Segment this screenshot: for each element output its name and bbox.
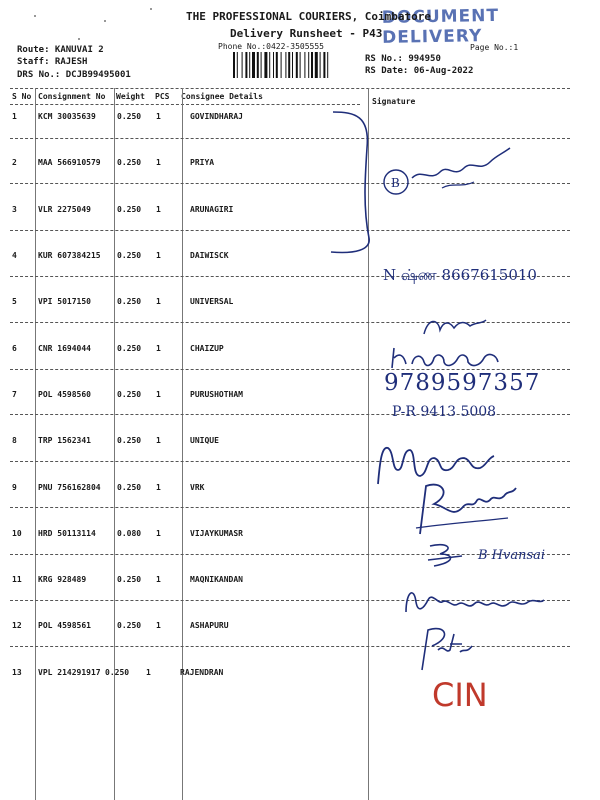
cell-weight: 0.250 xyxy=(117,436,142,445)
barcode-bar xyxy=(264,52,267,78)
cell-consignee: GOVINDHARAJ xyxy=(190,112,243,121)
barcode-bar xyxy=(249,52,250,78)
signature-row10-mark xyxy=(426,540,466,570)
handwritten-note-row7: P-R 9413 5008 xyxy=(392,404,497,420)
cell-consignee: RAJENDRAN xyxy=(180,668,224,677)
runsheet-title: Delivery Runsheet - P43 xyxy=(230,27,383,40)
cell-sno: 13 xyxy=(12,668,22,677)
column-divider xyxy=(182,88,183,800)
cell-consignee: CHAIZUP xyxy=(190,344,224,353)
cell-consignee: UNIVERSAL xyxy=(190,297,234,306)
cell-weight: 0.250 xyxy=(117,297,142,306)
cell-consignee: UNIQUE xyxy=(190,436,219,445)
cell-sno: 9 xyxy=(12,483,17,492)
cell-pcs: 1 xyxy=(156,205,161,214)
cell-weight: 0.080 xyxy=(117,529,142,538)
barcode-bar xyxy=(308,52,309,78)
barcode-bar xyxy=(242,52,243,78)
barcode-bar xyxy=(327,52,328,78)
cell-pcs: 1 xyxy=(156,251,161,260)
staff-label: Staff: RAJESH xyxy=(17,57,88,67)
cell-consignment: POL 4598561 xyxy=(38,621,91,630)
cell-consignee: VRK xyxy=(190,483,205,492)
cell-weight: 0.250 xyxy=(117,483,142,492)
cell-sno: 1 xyxy=(12,112,17,121)
barcode-bar xyxy=(285,52,286,78)
handwritten-name-row10: B Hvansai xyxy=(478,548,546,563)
row-divider xyxy=(10,230,570,231)
cell-pcs: 1 xyxy=(156,390,161,399)
barcode-bar xyxy=(269,52,270,78)
barcode-bar xyxy=(281,52,282,78)
barcode-bar xyxy=(320,52,321,78)
cell-weight: 0.250 xyxy=(105,668,130,677)
cell-weight: 0.250 xyxy=(117,205,142,214)
barcode-bar xyxy=(311,52,313,78)
barcode-bar xyxy=(237,52,238,78)
cell-consignment: KUR 607384215 xyxy=(38,251,101,260)
cell-consignee: PURUSHOTHAM xyxy=(190,390,243,399)
scan-speck xyxy=(34,15,36,17)
barcode-bar xyxy=(296,52,298,78)
route-label: Route: KANUVAI 2 xyxy=(17,45,104,55)
scan-speck xyxy=(150,8,152,10)
cell-weight: 0.250 xyxy=(117,344,142,353)
cell-consignee: PRIYA xyxy=(190,158,215,167)
barcode-bar xyxy=(261,52,262,78)
cell-pcs: 1 xyxy=(156,436,161,445)
cell-consignee: DAIWISCK xyxy=(190,251,229,260)
svg-text:B: B xyxy=(391,176,400,190)
cell-sno: 11 xyxy=(12,575,22,584)
cell-sno: 6 xyxy=(12,344,17,353)
barcode-bar xyxy=(257,52,259,78)
cell-consignment: PNU 756162804 xyxy=(38,483,101,492)
signature-row9 xyxy=(412,478,522,538)
barcode-bar xyxy=(233,52,235,78)
cell-sno: 3 xyxy=(12,205,17,214)
cell-sno: 10 xyxy=(12,529,22,538)
cell-weight: 0.250 xyxy=(117,158,142,167)
handwritten-phone-row6: 9789597357 xyxy=(384,370,541,396)
cell-consignment: KCM 30035639 xyxy=(38,112,96,121)
column-divider xyxy=(35,88,36,800)
cell-sno: 5 xyxy=(12,297,17,306)
cell-pcs: 1 xyxy=(146,668,151,677)
rs-date: RS Date: 06-Aug-2022 xyxy=(365,66,474,76)
page-number: Page No.:1 xyxy=(470,43,519,52)
cell-weight: 0.250 xyxy=(117,390,142,399)
cell-pcs: 1 xyxy=(156,158,161,167)
cell-weight: 0.250 xyxy=(117,251,142,260)
cell-pcs: 1 xyxy=(156,344,161,353)
barcode-bar xyxy=(304,52,305,78)
scan-speck xyxy=(104,20,106,22)
signature-row5 xyxy=(420,312,490,342)
cell-sno: 12 xyxy=(12,621,22,630)
cell-pcs: 1 xyxy=(156,575,161,584)
signature-row11 xyxy=(400,582,550,622)
column-header-consignee: Consignee Details xyxy=(181,92,263,101)
cell-consignee: ASHAPURU xyxy=(190,621,229,630)
barcode-bar xyxy=(300,52,301,78)
barcode-bar xyxy=(288,52,290,78)
cell-consignee: MAQNIKANDAN xyxy=(190,575,243,584)
cell-consignee: VIJAYKUMASR xyxy=(190,529,243,538)
barcode-bar xyxy=(245,52,247,78)
signature-row6 xyxy=(388,344,528,372)
cell-sno: 4 xyxy=(12,251,17,260)
company-phone: Phone No.:0422-3505555 xyxy=(218,42,324,51)
scan-speck xyxy=(78,38,80,40)
document-delivery-stamp: DOCUMENT DELIVERY xyxy=(381,5,500,48)
signature-row2 xyxy=(382,138,522,208)
column-header-signature: Signature xyxy=(372,97,416,106)
barcode-bar xyxy=(315,52,318,78)
bracket-mark xyxy=(325,108,375,258)
barcode-bar xyxy=(252,52,255,78)
cell-consignment: TRP 1562341 xyxy=(38,436,91,445)
company-name: THE PROFESSIONAL COURIERS, Coimbatore xyxy=(186,10,432,23)
cell-consignment: VLR 2275049 xyxy=(38,205,91,214)
cell-consignment: POL 4598560 xyxy=(38,390,91,399)
cell-pcs: 1 xyxy=(156,483,161,492)
cell-weight: 0.250 xyxy=(117,112,142,121)
cell-consignment: KRG 928489 xyxy=(38,575,87,584)
cell-consignment: CNR 1694044 xyxy=(38,344,91,353)
handwritten-phone-row4: N ஷ்ண 8667615010 xyxy=(383,266,537,284)
cell-weight: 0.250 xyxy=(117,621,142,630)
row-divider xyxy=(10,646,570,647)
column-header-pcs: PCS xyxy=(155,92,170,101)
cell-consignment: VPI 5017150 xyxy=(38,297,91,306)
cell-weight: 0.250 xyxy=(117,575,142,584)
cell-sno: 2 xyxy=(12,158,17,167)
barcode-bar xyxy=(292,52,293,78)
table-top-rule xyxy=(10,88,570,89)
cell-sno: 7 xyxy=(12,390,17,399)
drs-number: DRS No.: DCJB99495001 xyxy=(17,70,131,80)
barcode xyxy=(233,52,357,78)
cell-sno: 8 xyxy=(12,436,17,445)
cell-consignment: VPL 214291917 xyxy=(38,668,101,677)
cell-pcs: 1 xyxy=(156,297,161,306)
cell-consignment: MAA 566910579 xyxy=(38,158,101,167)
handwritten-mark-row13: CIN xyxy=(432,676,488,714)
cell-consignment: HRD 50113114 xyxy=(38,529,96,538)
barcode-bar xyxy=(276,52,278,78)
cell-pcs: 1 xyxy=(156,621,161,630)
rs-number: RS No.: 994950 xyxy=(365,54,441,64)
table-header-rule xyxy=(10,104,360,105)
signature-row12 xyxy=(416,624,476,674)
cell-pcs: 1 xyxy=(156,529,161,538)
cell-pcs: 1 xyxy=(156,112,161,121)
column-divider xyxy=(114,88,115,800)
column-header-weight: Weight xyxy=(116,92,145,101)
barcode-bar xyxy=(323,52,325,78)
column-header-sno: S No xyxy=(12,92,32,101)
column-header-consignment: Consignment No xyxy=(38,92,106,101)
cell-consignee: ARUNAGIRI xyxy=(190,205,234,214)
barcode-bar xyxy=(273,52,274,78)
